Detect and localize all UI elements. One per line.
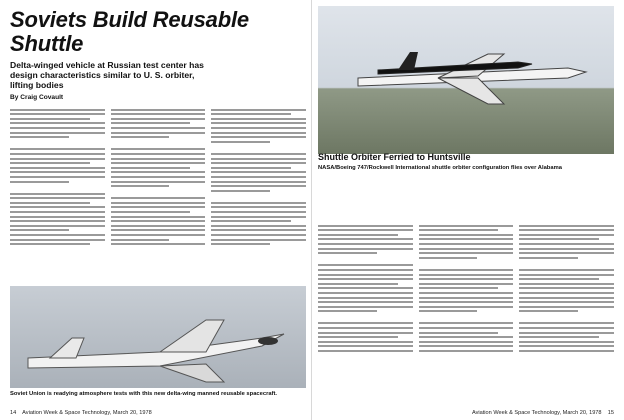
article-deck: Delta-winged vehicle at Russian test center has design characteristics similar to U. S. orbiter, lifting bodies [10, 60, 204, 90]
footer-publication-left: Aviation Week & Space Technology, March 20, 1978 [22, 410, 152, 416]
body-column-6 [519, 222, 614, 355]
left-photo-caption [10, 391, 306, 398]
right-photo-caption [318, 165, 614, 172]
left-body-columns [10, 106, 306, 248]
body-column-1 [10, 106, 105, 248]
soviet-shuttle-photo [10, 286, 306, 388]
footer-right [472, 410, 614, 416]
right-caption-lead: NASA/Boeing 747/Rockwell International shuttle orbiter configuration flies over Alabama [318, 165, 562, 171]
body-column-3 [211, 106, 306, 248]
body-column-2 [111, 106, 206, 248]
right-caption-title: Shuttle Orbiter Ferried to Huntsville [318, 152, 471, 162]
right-page [312, 0, 624, 420]
soviet-shuttle-drawing [10, 286, 306, 388]
body-column-4 [318, 222, 413, 355]
body-column-5 [419, 222, 514, 355]
footer-left [10, 410, 152, 416]
article-byline: By Craig Covault [10, 94, 64, 101]
right-body-columns [318, 222, 614, 355]
page-number-left: 14 [10, 410, 17, 416]
orbiter-on-747-drawing [318, 6, 614, 154]
article-headline: Soviets Build Reusable Shuttle [10, 7, 249, 56]
orbiter-ferry-photo [318, 6, 614, 154]
left-caption-lead: Soviet Union is readying atmosphere tests with this new delta-wing manned reusable spacecraft. [10, 391, 278, 397]
page-number-right: 15 [607, 410, 614, 416]
footer-publication-right: Aviation Week & Space Technology, March 20, 1978 [471, 410, 602, 416]
